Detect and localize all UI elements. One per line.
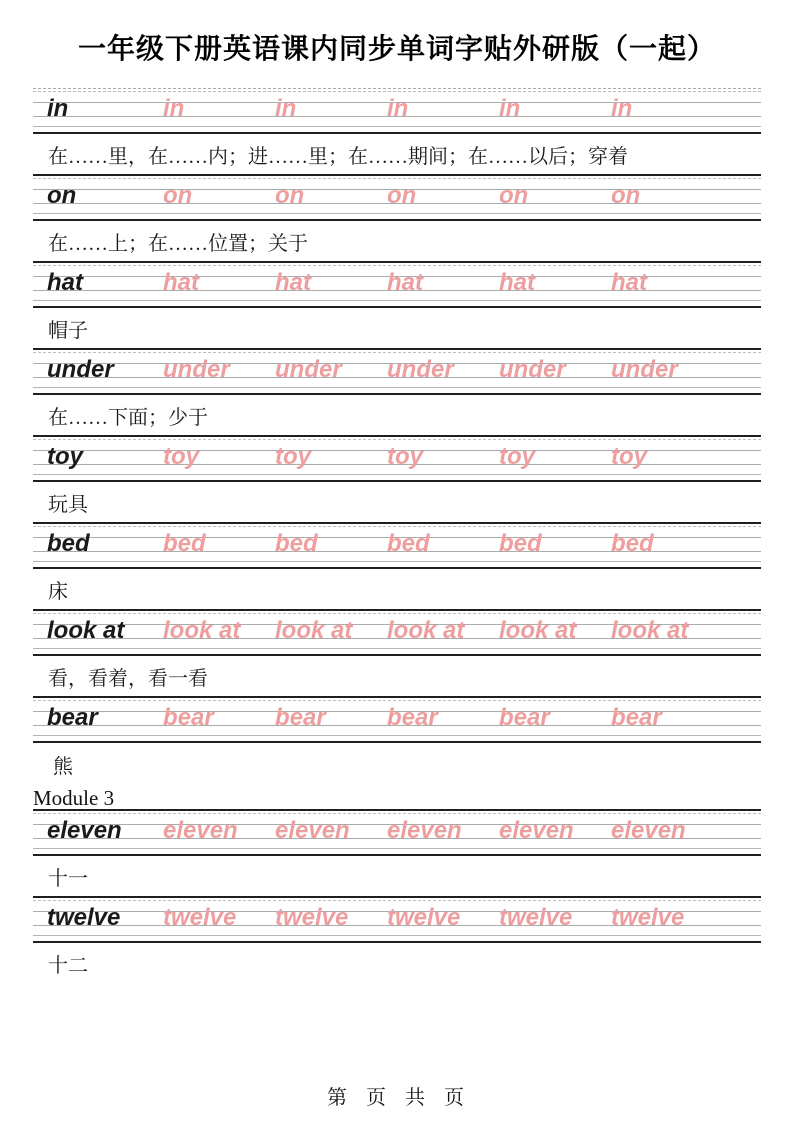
trace-word: under <box>163 356 230 383</box>
definition-row <box>33 221 761 261</box>
definition-text: 熊 <box>53 756 73 778</box>
grid-descender-line <box>33 387 761 388</box>
definition-row <box>33 743 761 809</box>
word-cell-main <box>33 906 163 930</box>
trace-word: in <box>163 95 185 122</box>
word-cell-trace <box>163 906 275 930</box>
definition-row <box>33 134 761 174</box>
trace-word: toy <box>499 443 535 470</box>
word-cell-trace <box>387 532 499 556</box>
trace-word: on <box>163 182 193 209</box>
word-cell-main <box>33 819 163 843</box>
word-cells <box>33 176 761 208</box>
trace-word: toy <box>163 443 199 470</box>
word-cells <box>33 263 761 295</box>
page-title: 一年级下册英语课内同步单词字贴外研版（一起） <box>77 33 716 64</box>
word-cell-main <box>33 619 163 643</box>
trace-word: toy <box>275 443 311 470</box>
trace-word: eleven <box>499 817 574 844</box>
word-cells <box>33 350 761 382</box>
word-cell-main <box>33 184 163 208</box>
word-cell-trace <box>611 819 723 843</box>
trace-word: under <box>275 356 342 383</box>
trace-word: bear <box>499 704 550 731</box>
vocab-word: eleven <box>47 817 122 844</box>
trace-word: bed <box>275 530 318 557</box>
trace-word: bed <box>499 530 542 557</box>
grid-descender-line <box>33 474 761 475</box>
word-cell-trace <box>275 97 387 121</box>
trace-word: under <box>387 356 454 383</box>
word-cell-trace <box>499 906 611 930</box>
trace-word: twelve <box>499 904 573 931</box>
grid-descender-line <box>33 213 761 214</box>
word-cell-main <box>33 97 163 121</box>
definition-row <box>33 656 761 696</box>
word-cell-trace <box>387 184 499 208</box>
word-cells <box>33 437 761 469</box>
grid-descender-line <box>33 561 761 562</box>
word-cell-trace <box>611 706 723 730</box>
trace-word: eleven <box>275 817 350 844</box>
word-practice-row <box>33 261 761 308</box>
definition-text: 玩具 <box>48 493 88 516</box>
vocab-word: bed <box>47 530 90 557</box>
trace-word: in <box>387 95 409 122</box>
trace-word: under <box>611 356 678 383</box>
word-cell-trace <box>499 532 611 556</box>
word-cell-trace <box>163 97 275 121</box>
word-cell-main <box>33 706 163 730</box>
practice-rows <box>33 88 761 983</box>
word-practice-row <box>33 696 761 743</box>
word-cell-main <box>33 445 163 469</box>
vocab-word: look at <box>47 617 125 644</box>
word-cell-trace <box>163 819 275 843</box>
word-practice-row <box>33 348 761 395</box>
word-practice-row <box>33 609 761 656</box>
word-cell-trace <box>163 532 275 556</box>
word-practice-row <box>33 522 761 569</box>
trace-word: on <box>275 182 305 209</box>
trace-word: under <box>499 356 566 383</box>
trace-word: eleven <box>387 817 462 844</box>
word-cell-trace <box>387 97 499 121</box>
definition-row <box>33 569 761 609</box>
trace-word: hat <box>387 269 423 296</box>
trace-word: look at <box>499 617 577 644</box>
word-cells <box>33 524 761 556</box>
definition-text: 床 <box>48 580 68 603</box>
vocab-word: on <box>47 182 77 209</box>
section-note: Module 3 <box>33 786 115 810</box>
word-cell-main <box>33 271 163 295</box>
word-cell-trace <box>499 184 611 208</box>
trace-word: twelve <box>387 904 461 931</box>
word-cell-trace <box>387 271 499 295</box>
word-cells <box>33 898 761 930</box>
trace-word: look at <box>163 617 241 644</box>
word-cell-trace <box>275 819 387 843</box>
trace-word: bear <box>163 704 214 731</box>
word-cell-trace <box>275 706 387 730</box>
trace-word: eleven <box>611 817 686 844</box>
trace-word: bear <box>275 704 326 731</box>
trace-word: toy <box>611 443 647 470</box>
word-cell-trace <box>387 906 499 930</box>
grid-descender-line <box>33 126 761 127</box>
vocab-word: twelve <box>47 904 121 931</box>
word-cell-trace <box>499 619 611 643</box>
word-practice-row <box>33 896 761 943</box>
trace-word: on <box>499 182 529 209</box>
grid-descender-line <box>33 300 761 301</box>
word-cell-trace <box>611 445 723 469</box>
trace-word: hat <box>499 269 535 296</box>
word-cell-trace <box>387 445 499 469</box>
trace-word: on <box>387 182 417 209</box>
grid-descender-line <box>33 648 761 649</box>
vocab-word: hat <box>47 269 83 296</box>
trace-word: in <box>275 95 297 122</box>
vocab-word: in <box>47 95 69 122</box>
word-practice-row <box>33 174 761 221</box>
word-cell-trace <box>611 906 723 930</box>
trace-word: hat <box>275 269 311 296</box>
trace-word: twelve <box>611 904 685 931</box>
word-cell-trace <box>387 358 499 382</box>
grid-descender-line <box>33 848 761 849</box>
definition-row <box>33 482 761 522</box>
word-cell-trace <box>163 445 275 469</box>
word-practice-row <box>33 435 761 482</box>
trace-word: bed <box>387 530 430 557</box>
word-cell-trace <box>611 358 723 382</box>
word-cell-trace <box>387 706 499 730</box>
definition-row <box>33 395 761 435</box>
word-cell-trace <box>275 271 387 295</box>
word-cells <box>33 698 761 730</box>
grid-descender-line <box>33 735 761 736</box>
trace-word: on <box>611 182 641 209</box>
bottom-spacer <box>33 983 761 1085</box>
trace-word: look at <box>387 617 465 644</box>
word-cell-trace <box>499 445 611 469</box>
word-cells <box>33 611 761 643</box>
definition-text: 在……下面；少于 <box>48 406 208 429</box>
grid-descender-line <box>33 935 761 936</box>
word-cell-main <box>33 358 163 382</box>
word-cell-trace <box>387 819 499 843</box>
vocab-word: bear <box>47 704 98 731</box>
definition-text: 十一 <box>48 867 88 890</box>
word-cell-trace <box>387 619 499 643</box>
trace-word: eleven <box>163 817 238 844</box>
trace-word: look at <box>611 617 689 644</box>
trace-word: bed <box>163 530 206 557</box>
trace-word: hat <box>163 269 199 296</box>
definition-row <box>33 308 761 348</box>
word-cell-trace <box>499 358 611 382</box>
definition-text: 在……上；在……位置；关于 <box>48 232 308 255</box>
word-cell-trace <box>163 271 275 295</box>
trace-word: look at <box>275 617 353 644</box>
word-cell-trace <box>275 906 387 930</box>
word-cell-trace <box>611 271 723 295</box>
definition-row <box>33 943 761 983</box>
definition-text: 十二 <box>48 954 88 977</box>
word-cells <box>33 89 761 121</box>
vocab-word: toy <box>47 443 83 470</box>
trace-word: bear <box>611 704 662 731</box>
word-cell-trace <box>163 358 275 382</box>
word-cell-trace <box>611 97 723 121</box>
word-practice-row <box>33 88 761 134</box>
word-cell-trace <box>275 358 387 382</box>
trace-word: twelve <box>163 904 237 931</box>
trace-word: in <box>499 95 521 122</box>
word-cell-trace <box>499 706 611 730</box>
word-cell-trace <box>611 619 723 643</box>
trace-word: toy <box>387 443 423 470</box>
trace-word: bed <box>611 530 654 557</box>
word-cell-trace <box>499 271 611 295</box>
page-footer: 第 页 共 页 <box>327 1087 467 1109</box>
word-cell-trace <box>163 184 275 208</box>
trace-word: in <box>611 95 633 122</box>
definition-row <box>33 856 761 896</box>
word-cell-main <box>33 532 163 556</box>
definition-text: 看，看着，看一看 <box>48 667 208 690</box>
word-cell-trace <box>163 619 275 643</box>
word-cell-trace <box>275 532 387 556</box>
definition-text: 帽子 <box>48 319 88 342</box>
word-cell-trace <box>499 97 611 121</box>
word-cell-trace <box>611 184 723 208</box>
word-practice-row <box>33 809 761 856</box>
trace-word: hat <box>611 269 647 296</box>
definition-text: 在……里，在……内；进……里；在……期间；在……以后；穿着 <box>48 145 628 168</box>
trace-word: twelve <box>275 904 349 931</box>
trace-word: bear <box>387 704 438 731</box>
word-cell-trace <box>163 706 275 730</box>
word-cell-trace <box>275 445 387 469</box>
word-cell-trace <box>499 819 611 843</box>
word-cell-trace <box>275 619 387 643</box>
vocab-word: under <box>47 356 114 383</box>
word-cells <box>33 811 761 843</box>
word-cell-trace <box>275 184 387 208</box>
word-cell-trace <box>611 532 723 556</box>
